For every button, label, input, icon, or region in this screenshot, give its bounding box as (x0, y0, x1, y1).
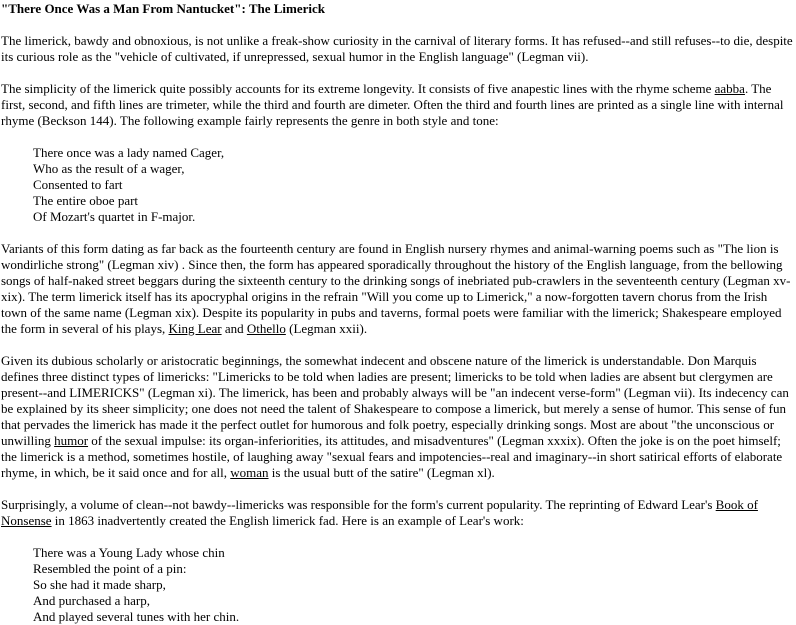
poem-line: There was a Young Lady whose chin (33, 545, 225, 560)
poem-line: Of Mozart's quartet in F-major. (33, 209, 196, 224)
poem-line: Resembled the point of a pin: (33, 561, 187, 576)
text-run: is the usual butt of the satire" (Legman xl). (268, 465, 495, 480)
paragraph-intro (1, 33, 794, 65)
text-run: Surprisingly, a volume of clean--not bawdy--limericks was responsible for the form's current popularity. The reprinting of Edward Lear's (1, 497, 716, 512)
underlined-title: King Lear (168, 321, 222, 336)
underlined-title: aabba (714, 81, 745, 96)
text-run: (Legman xxii). (285, 321, 368, 336)
text-run: and (221, 321, 247, 336)
paragraph-history (1, 241, 794, 337)
paragraph-form (1, 81, 794, 129)
underlined-title: Othello (246, 321, 286, 336)
page-title: "There Once Was a Man From Nantucket": The Limerick (1, 1, 326, 16)
text-run: Given its dubious scholarly or aristocratic beginnings, the somewhat indecent and obscene nature of the limerick is understandable. Don Marquis defines three distinct types of limericks: "Limericks to be told when ladies are present; limericks to be told when ladies are absent but clergymen are present--and LIMERICKS" (Legman xi). The limerick, has been and probably always will be "an indecent verse-form" (Legman vii). Its indecency can be explained by its sheer simplicity; one does not need the talent of Shakespeare to compose a limerick, but merely a sense of humor. This sense of fun that pervades the limerick has made it the perfect outlet for humorous and folk poetry, especially drinking songs. Most are about "the unconscious or unwilling (1, 353, 789, 448)
poem-line: And purchased a harp, (33, 593, 150, 608)
poem-line: Who as the result of a wager, (33, 161, 185, 176)
text-run: The limerick, bawdy and obnoxious, is not unlike a freak-show curiosity in the carnival of literary forms. It has refused--and still refuses--to die, despite its curious role as the "vehicle of cultivated, if unrepressed, sexual humor in the English language" (Legman vii). (1, 33, 793, 64)
poem-lear (33, 545, 794, 625)
poem-cager (33, 145, 794, 225)
poem-line: The entire oboe part (33, 193, 139, 208)
poem-line: So she had it made sharp, (33, 577, 166, 592)
text-run: The simplicity of the limerick quite possibly accounts for its extreme longevity. It consists of five anapestic lines with the rhyme scheme (1, 81, 715, 96)
underlined-title: woman (230, 465, 269, 480)
poem-line: There once was a lady named Cager, (33, 145, 225, 160)
text-run: in 1863 inadvertently created the English limerick fad. Here is an example of Lear's work: (51, 513, 524, 528)
text-run: of the sexual impulse: its organ-inferiorities, its attitudes, and misadventures" (Legman xxxix). Often the joke is on the poet himself; the limerick is a method, sometimes hostile, of laughing away "sexual fears and impotencies--real and imaginary--in short satirical efforts of elaborate rhyme, in which, be it said once and for all, (1, 433, 783, 480)
text-run: Variants of this form dating as far back as the fourteenth century are found in English nursery rhymes and animal-warning poems such as "The lion is wondirliche strong" (Legman xiv) . Since then, the form has appeared sporadically throughout the history of the English language, from the bellowing songs of half-naked street beggars during the sixteenth century to the drinking songs of inebriated pub-crawlers in the seventeenth century (Legman xv-xix). The term limerick itself has its apocryphal origins in the refrain "Will you come up to Limerick," a now-forgotten tavern chorus from the Irish town of the same name (Legman xix). Despite its popularity in pubs and taverns, formal poets were familiar with the limerick; Shakespeare employed the form in several of his plays, (1, 241, 791, 336)
paragraph-lear (1, 497, 794, 529)
text-run: . The first, second, and fifth lines are trimeter, while the third and fourth are dimeter. Often the third and fourth lines are printed as a single line with internal rhyme (Beckson 144). The following example fairly represents the genre in both style and tone: (1, 81, 784, 128)
poem-line: And played several tunes with her chin. (33, 609, 240, 624)
underlined-title: Book of Nonsense (1, 497, 758, 528)
underlined-title: humor (54, 433, 89, 448)
poem-line: Consented to fart (33, 177, 123, 192)
paragraph-indecency (1, 353, 794, 481)
